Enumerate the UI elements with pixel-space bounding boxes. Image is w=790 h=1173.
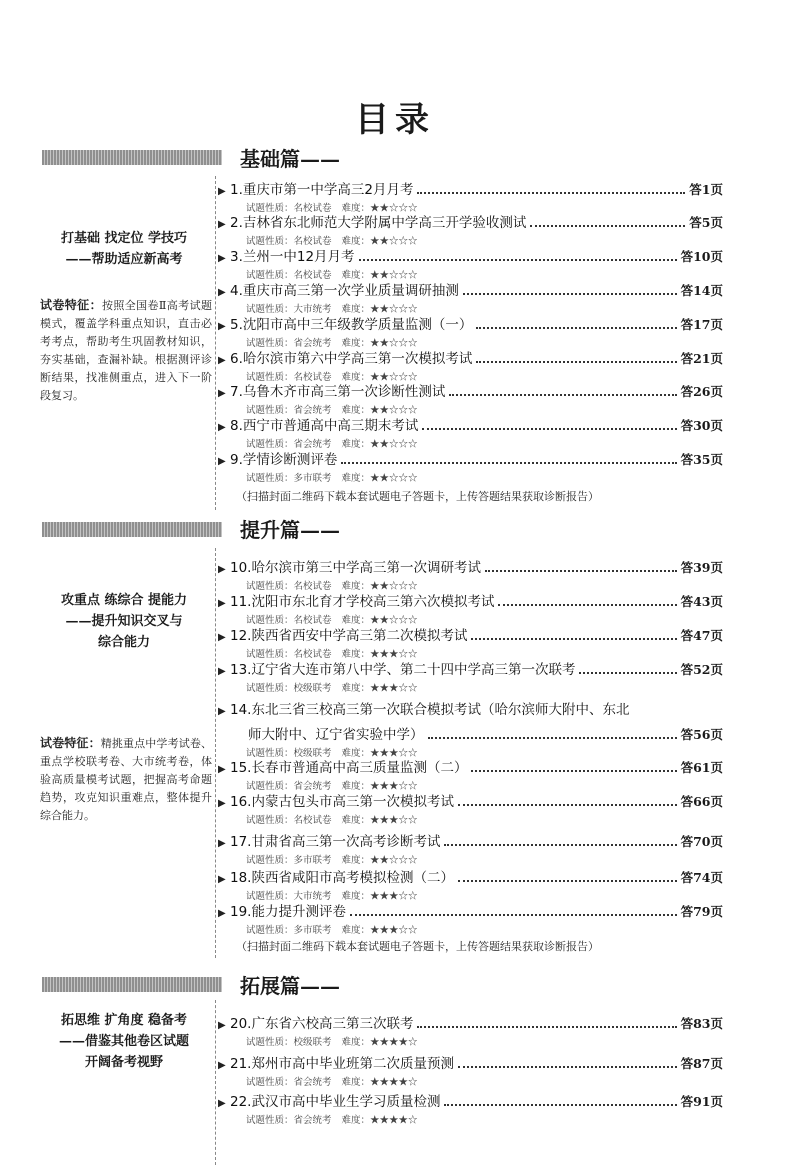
toc-entry[interactable] (218, 448, 723, 484)
difficulty-stars: ★★☆☆☆ (370, 203, 418, 214)
entry-title: 13.辽宁省大连市第八中学、第二十四中学高三第一次联考 (230, 662, 576, 678)
difficulty-stars: ★★☆☆☆ (370, 270, 418, 281)
type-label: 试题性质： (246, 683, 294, 694)
section-note-basic: （扫描封面二维码下载本套试题电子答题卡，上传答题结果获取诊断报告） (236, 490, 599, 503)
entry-page-ref: 答52页 (680, 662, 723, 677)
divider-line (215, 176, 216, 510)
arrow-right-icon: ▶ (218, 908, 226, 919)
entry-type: 省会统考 (293, 338, 332, 349)
section-bar-basic (42, 150, 222, 165)
entry-type: 省会统考 (293, 439, 332, 450)
entry-type: 省会统考 (293, 1077, 332, 1088)
difficulty-stars: ★★★★☆ (370, 1037, 418, 1048)
entry-type: 名校试卷 (293, 236, 332, 247)
toc-entry[interactable] (218, 279, 723, 315)
entry-title: 10.哈尔滨市第三中学高三第一次调研考试 (230, 560, 481, 576)
entry-page-ref: 答56页 (680, 727, 723, 742)
entry-page-ref: 答47页 (680, 628, 723, 643)
toc-entry[interactable] (218, 414, 723, 450)
entry-type: 校级联考 (293, 683, 332, 694)
arrow-right-icon: ▶ (218, 666, 226, 677)
dot-leader (417, 191, 685, 194)
entry-title: 21.郑州市高中毕业班第二次质量预测 (230, 1056, 454, 1072)
dot-leader (530, 224, 685, 227)
type-label: 试题性质： (246, 891, 294, 902)
entry-meta (246, 852, 723, 866)
entry-title: 19.能力提升测评卷 (230, 904, 346, 920)
arrow-right-icon: ▶ (218, 253, 226, 264)
difficulty-stars: ★★☆☆☆ (370, 338, 418, 349)
difficulty-label: 难度： (341, 473, 371, 484)
toc-entry[interactable] (218, 698, 723, 759)
difficulty-label: 难度： (341, 236, 371, 247)
entry-type: 校级联考 (293, 748, 332, 759)
type-label: 试题性质： (246, 236, 294, 247)
toc-entry[interactable] (218, 900, 723, 936)
entry-title: 7.乌鲁木齐市高三第一次诊断性测试 (230, 384, 446, 400)
entry-page-ref: 答39页 (680, 560, 723, 575)
entry-title: 4.重庆市高三第一次学业质量调研抽测 (230, 283, 459, 299)
entry-title: 6.哈尔滨市第六中学高三第一次模拟考试 (230, 351, 473, 367)
entry-page-ref: 答91页 (680, 1094, 723, 1109)
type-label: 试题性质： (246, 405, 294, 416)
entry-page-ref: 答70页 (680, 834, 723, 849)
difficulty-label: 难度： (341, 270, 371, 281)
dot-leader (458, 1065, 677, 1068)
entry-page-ref: 答17页 (680, 317, 723, 332)
difficulty-label: 难度： (341, 439, 371, 450)
difficulty-label: 难度： (341, 649, 371, 660)
entry-meta (246, 680, 723, 694)
entry-page-ref: 答26页 (680, 384, 723, 399)
arrow-right-icon: ▶ (218, 388, 226, 399)
arrow-right-icon: ▶ (218, 838, 226, 849)
entry-title-continued: 师大附中、辽宁省实验中学） (248, 727, 424, 743)
difficulty-label: 难度： (341, 683, 371, 694)
arrow-right-icon: ▶ (218, 219, 226, 230)
entry-meta (246, 1112, 723, 1126)
difficulty-stars: ★★☆☆☆ (370, 372, 418, 383)
entry-page-ref: 答35页 (680, 452, 723, 467)
section-heading-basic: 基础篇—— (240, 147, 340, 171)
difficulty-label: 难度： (341, 748, 371, 759)
entry-type: 名校试卷 (293, 372, 332, 383)
entry-type: 大市统考 (293, 891, 332, 902)
entry-page-ref: 答66页 (680, 794, 723, 809)
type-label: 试题性质： (246, 1077, 294, 1088)
arrow-right-icon: ▶ (218, 1020, 226, 1031)
toc-entry[interactable] (218, 658, 723, 694)
entry-title: 15.长春市普通高中高三质量监测（二） (230, 760, 468, 776)
entry-type: 省会统考 (293, 781, 332, 792)
entry-meta (246, 812, 723, 826)
entry-page-ref: 答43页 (680, 594, 723, 609)
toc-entry[interactable] (218, 624, 723, 660)
difficulty-label: 难度： (341, 855, 371, 866)
entry-title: 1.重庆市第一中学高三2月月考 (230, 182, 414, 198)
arrow-right-icon: ▶ (218, 632, 226, 643)
dot-leader (498, 603, 676, 606)
type-label: 试题性质： (246, 439, 294, 450)
section-slogan-basic: 打基础 找定位 学技巧 ——帮助适应新高考 (60, 231, 188, 267)
toc-entry[interactable] (218, 1090, 723, 1126)
type-label: 试题性质： (246, 338, 294, 349)
toc-entry[interactable] (218, 1012, 723, 1048)
difficulty-label: 难度： (341, 891, 371, 902)
entry-title: 20.广东省六校高三第三次联考 (230, 1016, 414, 1032)
arrow-right-icon: ▶ (218, 874, 226, 885)
type-label: 试题性质： (246, 304, 294, 315)
entry-meta (246, 470, 723, 484)
entry-page-ref: 答74页 (680, 870, 723, 885)
dot-leader (471, 769, 676, 772)
difficulty-label: 难度： (341, 304, 371, 315)
difficulty-label: 难度： (341, 815, 371, 826)
difficulty-stars: ★★☆☆☆ (370, 304, 418, 315)
arrow-right-icon: ▶ (218, 764, 226, 775)
difficulty-stars: ★★★★☆ (370, 1115, 418, 1126)
entry-page-ref: 答14页 (680, 283, 723, 298)
toc-entry[interactable] (218, 590, 723, 626)
dot-leader (485, 569, 677, 572)
arrow-right-icon: ▶ (218, 598, 226, 609)
section-heading-extended: 拓展篇—— (240, 974, 340, 998)
type-label: 试题性质： (246, 781, 294, 792)
entry-type: 名校试卷 (293, 270, 332, 281)
toc-entry[interactable] (218, 178, 723, 214)
entry-page-ref: 答87页 (680, 1056, 723, 1071)
dot-leader (463, 292, 677, 295)
difficulty-stars: ★★☆☆☆ (370, 439, 418, 450)
difficulty-label: 难度： (341, 615, 371, 626)
arrow-right-icon: ▶ (218, 287, 226, 298)
dot-leader (458, 879, 677, 882)
entry-type: 多市联考 (293, 473, 332, 484)
difficulty-stars: ★★☆☆☆ (370, 473, 418, 484)
entry-title: 18.陕西省咸阳市高考模拟检测（二） (230, 870, 454, 886)
section-note-advanced: （扫描封面二维码下载本套试题电子答题卡，上传答题结果获取诊断报告） (236, 940, 599, 953)
difficulty-stars: ★★★☆☆ (370, 683, 418, 694)
toc-entry[interactable] (218, 556, 723, 592)
toc-entry[interactable] (218, 790, 723, 826)
type-label: 试题性质： (246, 473, 294, 484)
type-label: 试题性质： (246, 1115, 294, 1126)
entry-page-ref: 答83页 (680, 1016, 723, 1031)
difficulty-label: 难度： (341, 372, 371, 383)
entry-page-ref: 答79页 (680, 904, 723, 919)
difficulty-stars: ★★★☆☆ (370, 891, 418, 902)
entry-page-ref: 答5页 (689, 215, 723, 230)
entry-title: 3.兰州一中12月月考 (230, 249, 355, 265)
entry-type: 省会统考 (293, 405, 332, 416)
entry-title: 5.沈阳市高中三年级教学质量监测（一） (230, 317, 473, 333)
entry-title: 14.东北三省三校高三第一次联合模拟考试（哈尔滨师大附中、东北 (230, 702, 630, 718)
type-label: 试题性质： (246, 372, 294, 383)
difficulty-stars: ★★★☆☆ (370, 815, 418, 826)
difficulty-stars: ★★★☆☆ (370, 781, 418, 792)
dot-leader (476, 360, 676, 363)
entry-title: 16.内蒙古包头市高三第一次模拟考试 (230, 794, 454, 810)
arrow-right-icon: ▶ (218, 355, 226, 366)
arrow-right-icon: ▶ (218, 186, 226, 197)
entry-meta (246, 1074, 723, 1088)
dot-leader (471, 637, 676, 640)
difficulty-stars: ★★☆☆☆ (370, 581, 418, 592)
type-label: 试题性质： (246, 203, 294, 214)
type-label: 试题性质： (246, 815, 294, 826)
entry-title: 17.甘肃省高三第一次高考诊断考试 (230, 834, 441, 850)
difficulty-label: 难度： (341, 925, 371, 936)
difficulty-label: 难度： (341, 203, 371, 214)
arrow-right-icon: ▶ (218, 456, 226, 467)
difficulty-stars: ★★★★☆ (370, 1077, 418, 1088)
entry-title: 11.沈阳市东北育才学校高三第六次模拟考试 (230, 594, 495, 610)
entry-meta (246, 1034, 723, 1048)
toc-entry[interactable] (218, 380, 723, 416)
difficulty-stars: ★★☆☆☆ (370, 236, 418, 247)
type-label: 试题性质： (246, 925, 294, 936)
difficulty-label: 难度： (341, 1037, 371, 1048)
dot-leader (422, 427, 676, 430)
dot-leader (476, 326, 676, 329)
entry-title: 2.吉林省东北师范大学附属中学高三开学验收测试 (230, 215, 527, 231)
entry-page-ref: 答21页 (680, 351, 723, 366)
toc-entry[interactable] (218, 1052, 723, 1088)
entry-type: 多市联考 (293, 925, 332, 936)
section-heading-advanced: 提升篇—— (240, 518, 340, 542)
dot-leader (449, 393, 676, 396)
section-bar-extended (42, 977, 222, 992)
arrow-right-icon: ▶ (218, 564, 226, 575)
dot-leader (341, 461, 676, 464)
arrow-right-icon: ▶ (218, 1060, 226, 1071)
type-label: 试题性质： (246, 1037, 294, 1048)
toc-entry[interactable] (218, 313, 723, 349)
difficulty-stars: ★★★☆☆ (370, 649, 418, 660)
difficulty-label: 难度： (341, 581, 371, 592)
type-label: 试题性质： (246, 581, 294, 592)
difficulty-stars: ★★☆☆☆ (370, 615, 418, 626)
dot-leader (444, 1103, 676, 1106)
dot-leader (458, 803, 677, 806)
dot-leader (428, 736, 677, 739)
section-slogan-extended: 拓思维 扩角度 稳备考 ——借鉴其他卷区试题 开阔备考视野 (58, 1013, 189, 1070)
type-label: 试题性质： (246, 615, 294, 626)
difficulty-label: 难度： (341, 338, 371, 349)
dot-leader (579, 671, 676, 674)
section-feature-basic: 试卷特征：按照全国卷Ⅱ高考试题模式，覆盖学科重点知识，直击必考考点，帮助考生巩固教材知识，夯实基础，查漏补缺。根据测评诊断结果，找准侧重点，进入下一阶段复习。 (40, 298, 212, 402)
difficulty-stars: ★★☆☆☆ (370, 855, 418, 866)
entry-type: 省会统考 (293, 1115, 332, 1126)
section-bar-advanced (42, 522, 222, 537)
entry-type: 校级联考 (293, 1037, 332, 1048)
entry-type: 名校试卷 (293, 615, 332, 626)
difficulty-stars: ★★★☆☆ (370, 925, 418, 936)
section-feature-advanced: 试卷特征：精挑重点中学考试卷、重点学校联考卷、大市统考卷，体验高质量模考试题，把握高考命题趋势，攻克知识重难点，整体提升综合能力。 (40, 736, 212, 822)
entry-page-ref: 答10页 (680, 249, 723, 264)
type-label: 试题性质： (246, 270, 294, 281)
entry-type: 大市统考 (293, 304, 332, 315)
difficulty-label: 难度： (341, 1077, 371, 1088)
arrow-right-icon: ▶ (218, 321, 226, 332)
toc-entry[interactable] (218, 245, 723, 281)
entry-type: 名校试卷 (293, 815, 332, 826)
entry-page-ref: 答61页 (680, 760, 723, 775)
divider-line (215, 548, 216, 958)
entry-type: 名校试卷 (293, 203, 332, 214)
toc-entry[interactable] (218, 830, 723, 866)
page-title: 目录 (355, 100, 435, 140)
arrow-right-icon: ▶ (218, 798, 226, 809)
toc-entry[interactable] (218, 211, 723, 247)
arrow-right-icon: ▶ (218, 422, 226, 433)
difficulty-stars: ★★★☆☆ (370, 748, 418, 759)
entry-page-ref: 答1页 (689, 182, 723, 197)
dot-leader (444, 843, 676, 846)
difficulty-label: 难度： (341, 405, 371, 416)
entry-type: 名校试卷 (293, 581, 332, 592)
dot-leader (417, 1025, 676, 1028)
toc-entry[interactable] (218, 866, 723, 902)
entry-type: 多市联考 (293, 855, 332, 866)
divider-line (215, 1000, 216, 1165)
type-label: 试题性质： (246, 855, 294, 866)
entry-title: 8.西宁市普通高中高三期末考试 (230, 418, 419, 434)
dot-leader (359, 258, 677, 261)
dot-leader (350, 913, 677, 916)
entry-title: 12.陕西省西安中学高三第二次模拟考试 (230, 628, 468, 644)
entry-title: 9.学情诊断测评卷 (230, 452, 338, 468)
type-label: 试题性质： (246, 649, 294, 660)
entry-title: 22.武汉市高中毕业生学习质量检测 (230, 1094, 441, 1110)
difficulty-label: 难度： (341, 1115, 371, 1126)
difficulty-label: 难度： (341, 781, 371, 792)
entry-type: 名校试卷 (293, 649, 332, 660)
entry-page-ref: 答30页 (680, 418, 723, 433)
arrow-right-icon: ▶ (218, 706, 226, 717)
difficulty-stars: ★★☆☆☆ (370, 405, 418, 416)
section-slogan-advanced: 攻重点 练综合 提能力 ——提升知识交叉与 综合能力 (60, 593, 188, 650)
toc-entry[interactable] (218, 347, 723, 383)
toc-entry[interactable] (218, 756, 723, 792)
entry-meta (246, 922, 723, 936)
type-label: 试题性质： (246, 748, 294, 759)
arrow-right-icon: ▶ (218, 1098, 226, 1109)
